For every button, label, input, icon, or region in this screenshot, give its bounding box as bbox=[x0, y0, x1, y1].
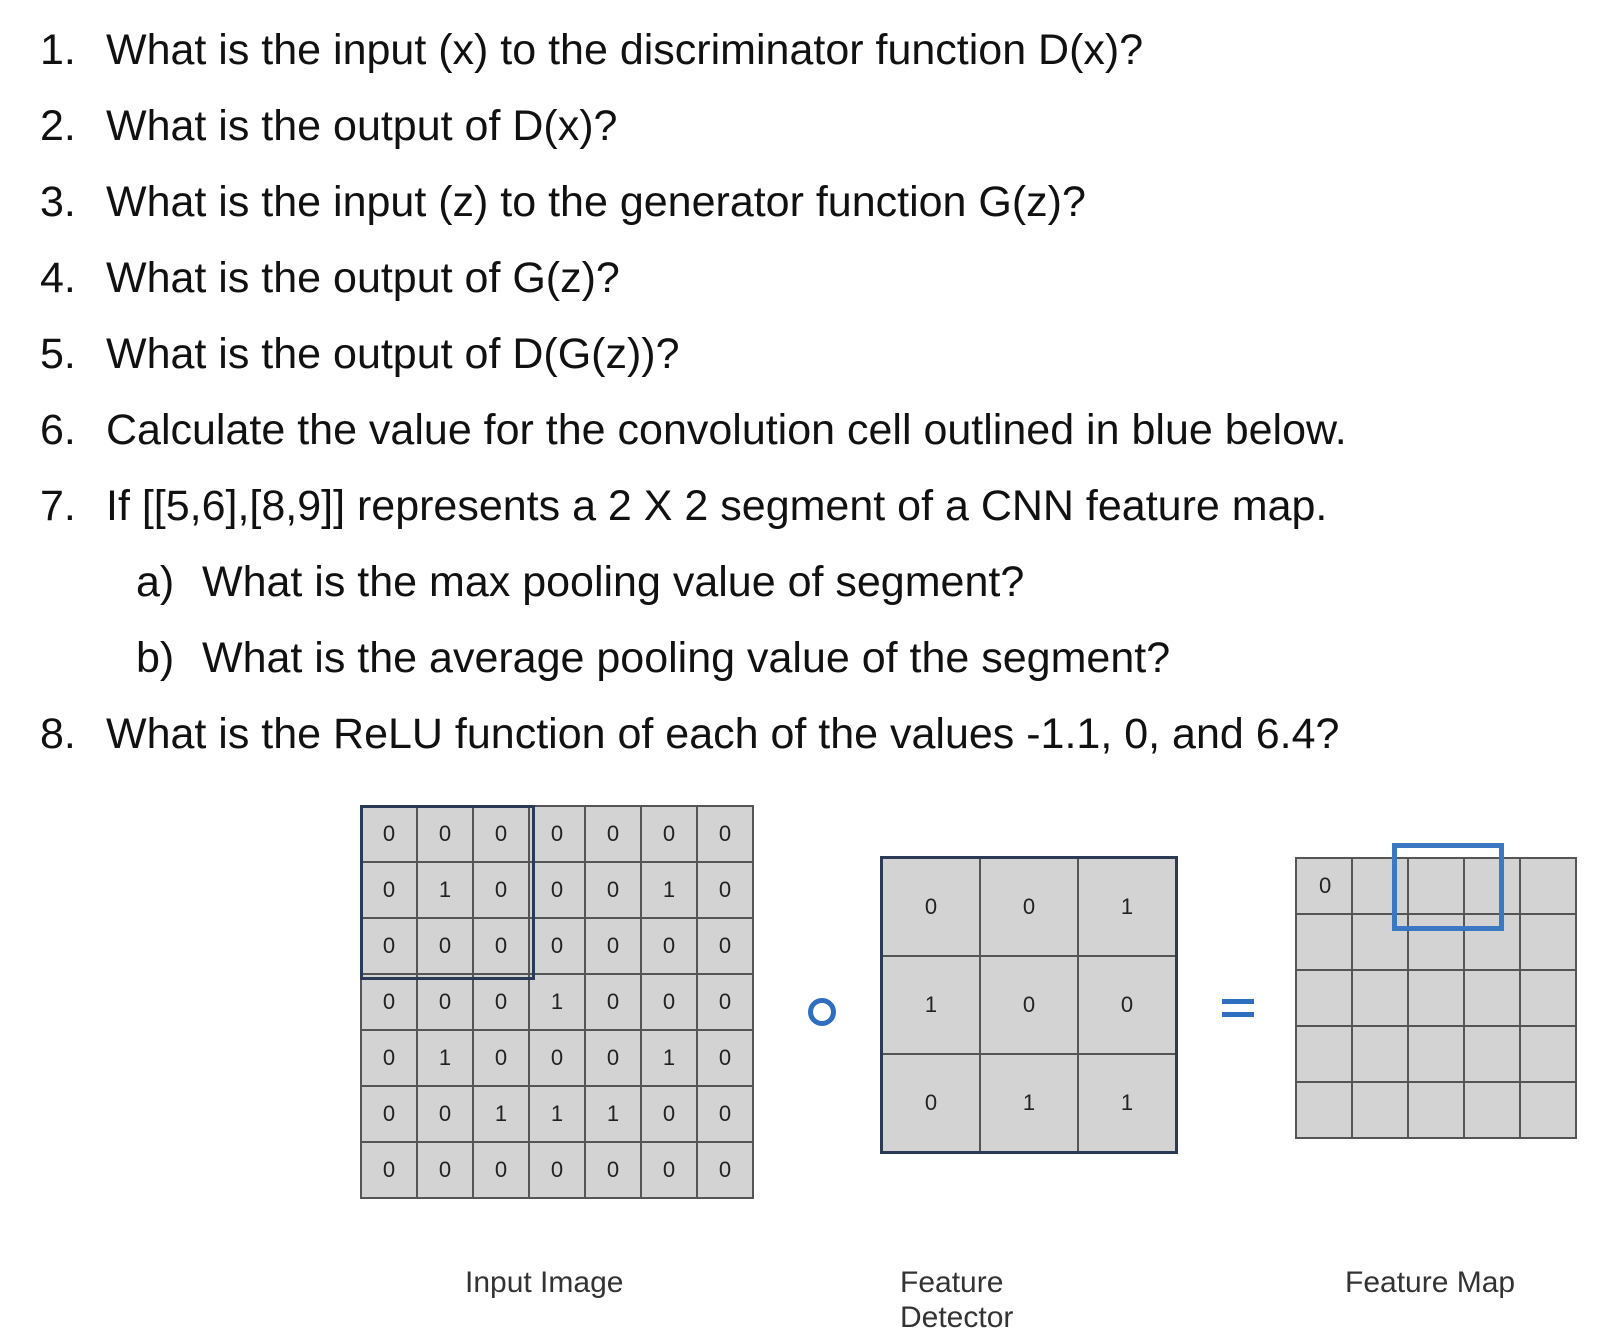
question-1 bbox=[40, 12, 1600, 88]
question-7 bbox=[40, 468, 1600, 544]
input-image-cell: 0 bbox=[585, 918, 641, 974]
feature-detector-grid bbox=[880, 856, 1178, 1154]
feature-map-cell bbox=[1464, 1082, 1520, 1138]
question-4 bbox=[40, 240, 1600, 316]
feature-map-cell bbox=[1464, 970, 1520, 1026]
input-image-cell: 0 bbox=[585, 862, 641, 918]
feature-map-caption: Feature Map bbox=[1345, 1266, 1516, 1299]
question-text: What is the ReLU function of each of the values -1.1, 0, and 6.4? bbox=[106, 710, 1340, 758]
question-number: 2. bbox=[40, 102, 76, 150]
convolution-operator-icon bbox=[808, 998, 836, 1026]
feature-detector-row bbox=[882, 956, 1177, 1054]
feature-detector-cell: 0 bbox=[882, 858, 981, 957]
feature-map-cell bbox=[1520, 1026, 1576, 1082]
feature-map-cell bbox=[1296, 970, 1352, 1026]
question-text: What is the input (x) to the discriminator function D(x)? bbox=[106, 26, 1144, 74]
feature-detector-row bbox=[882, 858, 1177, 957]
input-image-cell: 0 bbox=[697, 974, 753, 1030]
input-image-cell: 0 bbox=[641, 974, 697, 1030]
input-image-cell: 0 bbox=[585, 806, 641, 862]
input-image-cell: 0 bbox=[697, 1086, 753, 1142]
input-image-cell: 1 bbox=[529, 1086, 585, 1142]
question-7b bbox=[40, 620, 1600, 696]
question-number: a) bbox=[136, 558, 175, 606]
input-image-cell: 0 bbox=[417, 974, 473, 1030]
input-image-cell: 0 bbox=[641, 1086, 697, 1142]
input-image-cell: 0 bbox=[585, 1142, 641, 1198]
input-image-cell: 0 bbox=[641, 806, 697, 862]
feature-map-cell bbox=[1408, 1026, 1464, 1082]
question-number: 1. bbox=[40, 26, 76, 74]
input-image-cell: 0 bbox=[473, 918, 529, 974]
input-image-cell: 0 bbox=[473, 1030, 529, 1086]
question-7a bbox=[40, 544, 1600, 620]
input-image-cell: 0 bbox=[361, 806, 417, 862]
question-number: 7. bbox=[40, 482, 76, 530]
feature-map-cell bbox=[1352, 1082, 1408, 1138]
input-image-cell: 1 bbox=[473, 1086, 529, 1142]
input-image-cell: 1 bbox=[529, 974, 585, 1030]
question-text: What is the output of D(G(z))? bbox=[106, 330, 680, 378]
input-image-cell: 0 bbox=[585, 974, 641, 1030]
input-image-cell: 0 bbox=[361, 862, 417, 918]
feature-detector-cell: 1 bbox=[882, 956, 981, 1054]
feature-detector-caption: Feature Detector bbox=[900, 1266, 1014, 1334]
feature-map-cell bbox=[1408, 970, 1464, 1026]
feature-map-cell bbox=[1520, 1082, 1576, 1138]
question-text: What is the output of D(x)? bbox=[106, 102, 618, 150]
input-image-cell: 0 bbox=[697, 918, 753, 974]
input-image-caption: Input Image bbox=[465, 1266, 624, 1299]
input-image-row bbox=[361, 1086, 753, 1142]
question-3 bbox=[40, 164, 1600, 240]
input-image-cell: 0 bbox=[641, 1142, 697, 1198]
input-image-cell: 1 bbox=[641, 1030, 697, 1086]
feature-map-cell: 0 bbox=[1296, 858, 1352, 914]
input-image-row bbox=[361, 1142, 753, 1198]
input-image-cell: 0 bbox=[417, 918, 473, 974]
input-image-cell: 0 bbox=[361, 1086, 417, 1142]
feature-detector-row bbox=[882, 1054, 1177, 1153]
input-image-cell: 1 bbox=[641, 862, 697, 918]
input-image-cell: 0 bbox=[473, 974, 529, 1030]
question-list bbox=[40, 12, 1600, 772]
feature-map-cell bbox=[1296, 1082, 1352, 1138]
input-image-cell: 0 bbox=[529, 918, 585, 974]
question-text: If [[5,6],[8,9]] represents a 2 X 2 segment of a CNN feature map. bbox=[106, 482, 1328, 530]
question-text: What is the input (z) to the generator function G(z)? bbox=[106, 178, 1086, 226]
feature-map-cell bbox=[1520, 914, 1576, 970]
feature-map-cell bbox=[1464, 1026, 1520, 1082]
question-5 bbox=[40, 316, 1600, 392]
input-image-cell: 0 bbox=[697, 862, 753, 918]
input-image-cell: 0 bbox=[697, 1030, 753, 1086]
input-image-cell: 0 bbox=[697, 806, 753, 862]
input-image-cell: 0 bbox=[361, 918, 417, 974]
question-text: What is the average pooling value of the segment? bbox=[202, 634, 1171, 682]
question-text: What is the output of G(z)? bbox=[106, 254, 620, 302]
input-image-cell: 0 bbox=[361, 1142, 417, 1198]
feature-map-row bbox=[1296, 970, 1576, 1026]
question-number: 4. bbox=[40, 254, 76, 302]
feature-detector-cell: 0 bbox=[980, 858, 1078, 957]
input-image-cell: 0 bbox=[417, 1086, 473, 1142]
input-image-cell: 1 bbox=[417, 1030, 473, 1086]
feature-map-cell bbox=[1296, 1026, 1352, 1082]
input-image-cell: 0 bbox=[585, 1030, 641, 1086]
question-2 bbox=[40, 88, 1600, 164]
input-image-row bbox=[361, 918, 753, 974]
question-number: 5. bbox=[40, 330, 76, 378]
question-number: 8. bbox=[40, 710, 76, 758]
input-image-cell: 0 bbox=[529, 1142, 585, 1198]
feature-map-cell bbox=[1408, 1082, 1464, 1138]
input-image-cell: 0 bbox=[417, 1142, 473, 1198]
input-image-cell: 0 bbox=[417, 806, 473, 862]
input-image-cell: 0 bbox=[361, 974, 417, 1030]
question-number: 3. bbox=[40, 178, 76, 226]
highlighted-cell-outline bbox=[1392, 843, 1504, 931]
feature-map-cell bbox=[1352, 1026, 1408, 1082]
input-image-cell: 1 bbox=[417, 862, 473, 918]
input-image-cell: 0 bbox=[473, 1142, 529, 1198]
question-6 bbox=[40, 392, 1600, 468]
feature-detector-cell: 1 bbox=[1078, 858, 1177, 957]
feature-map-row bbox=[1296, 1026, 1576, 1082]
input-image-row bbox=[361, 806, 753, 862]
feature-detector-cell: 0 bbox=[882, 1054, 981, 1153]
input-image-row bbox=[361, 974, 753, 1030]
input-image-row bbox=[361, 862, 753, 918]
question-8 bbox=[40, 696, 1600, 772]
feature-map-cell bbox=[1296, 914, 1352, 970]
input-image-cell: 0 bbox=[529, 1030, 585, 1086]
feature-detector-cell: 1 bbox=[1078, 1054, 1177, 1153]
equals-icon bbox=[1222, 999, 1254, 1021]
input-image-cell: 0 bbox=[473, 862, 529, 918]
input-image-cell: 0 bbox=[473, 806, 529, 862]
feature-detector-cell: 1 bbox=[980, 1054, 1078, 1153]
input-image-cell: 0 bbox=[529, 806, 585, 862]
feature-map-cell bbox=[1352, 970, 1408, 1026]
question-text: What is the max pooling value of segment? bbox=[202, 558, 1025, 606]
question-number: b) bbox=[136, 634, 175, 682]
input-image-cell: 0 bbox=[641, 918, 697, 974]
input-image-grid bbox=[360, 805, 754, 1199]
input-image-cell: 0 bbox=[361, 1030, 417, 1086]
input-image-row bbox=[361, 1030, 753, 1086]
question-text: Calculate the value for the convolution cell outlined in blue below. bbox=[106, 406, 1347, 454]
input-image-cell: 1 bbox=[585, 1086, 641, 1142]
feature-map-cell bbox=[1520, 858, 1576, 914]
input-image-cell: 0 bbox=[697, 1142, 753, 1198]
feature-map-cell bbox=[1520, 970, 1576, 1026]
feature-map-row bbox=[1296, 1082, 1576, 1138]
feature-detector-cell: 0 bbox=[980, 956, 1078, 1054]
input-image-cell: 0 bbox=[529, 862, 585, 918]
feature-detector-cell: 0 bbox=[1078, 956, 1177, 1054]
question-number: 6. bbox=[40, 406, 76, 454]
